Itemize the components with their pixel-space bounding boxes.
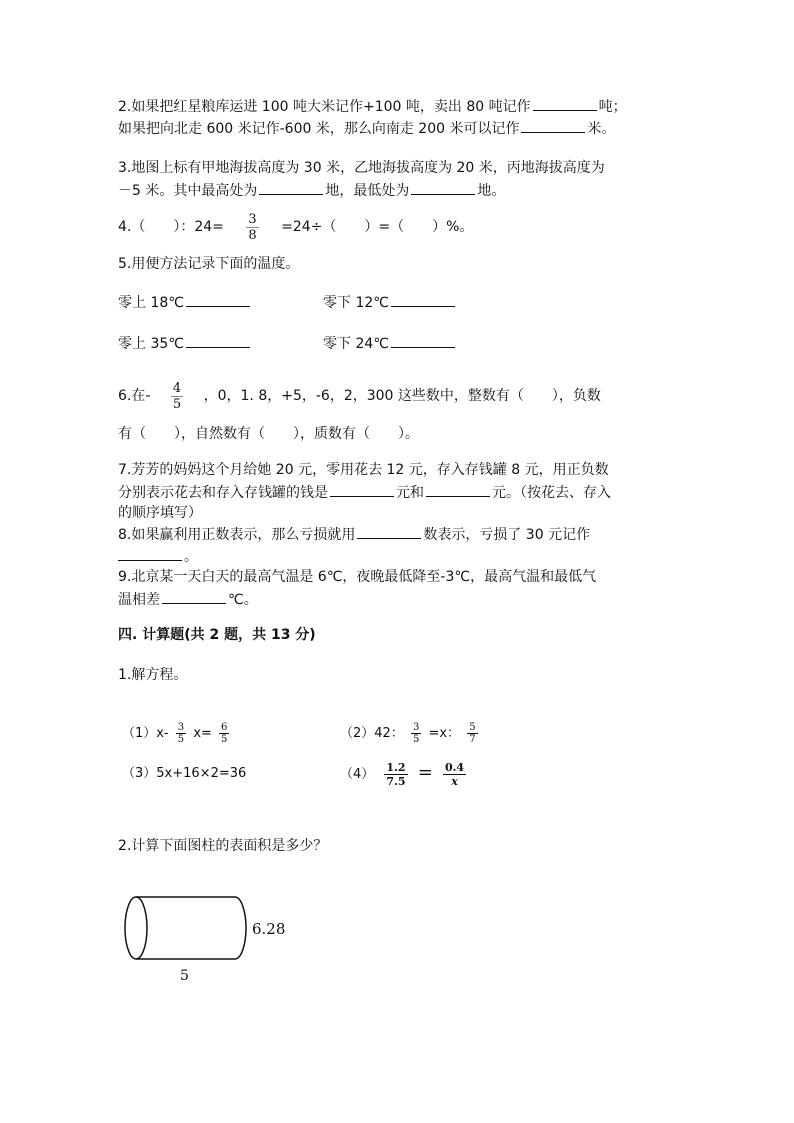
eq2-f1-num: 3 xyxy=(412,722,420,733)
cylinder-height-label: 6.28 xyxy=(252,920,286,938)
q7-text-b: 元和 xyxy=(396,485,424,501)
eq1-text-a: （1）x- xyxy=(122,726,169,741)
q2-line1 xyxy=(118,96,627,117)
q9-line1: 9.北京某一天白天的最高气温是 6℃，夜晚最低降至-3℃，最高气温和最低气 xyxy=(118,569,597,585)
q7-line3: 的顺序填写） xyxy=(118,505,202,521)
q5-blank-1[interactable] xyxy=(186,292,250,307)
q5-item-2-label: 零下 12℃ xyxy=(323,295,389,311)
q2-line2 xyxy=(118,118,615,139)
eq1-f1-den: 5 xyxy=(177,734,185,745)
q3-text-c: 地。 xyxy=(477,183,506,199)
q7-text-c: 元。（按花去、存入 xyxy=(492,485,611,501)
q5-item-4-label: 零下 24℃ xyxy=(323,336,389,352)
eq1-fraction-2 xyxy=(219,722,229,745)
eq1-text-b: x= xyxy=(193,726,212,741)
q7-text-a: 分别表示花去和存入存钱罐的钱是 xyxy=(118,485,328,501)
q8-blank-2[interactable] xyxy=(118,546,182,561)
q6-text-a: 6.在- xyxy=(118,388,151,404)
equation-1 xyxy=(122,720,232,748)
q8-blank-1[interactable] xyxy=(357,524,421,539)
eq1-fraction-1 xyxy=(176,722,186,745)
q6-line1 xyxy=(118,378,601,414)
q5-title: 5.用便方法记录下面的温度。 xyxy=(118,256,300,272)
eq1-f2-den: 5 xyxy=(221,734,228,745)
q6-fraction xyxy=(171,381,183,412)
eq4-f2-den: x xyxy=(443,774,466,788)
eq1-f1-num: 3 xyxy=(177,722,185,733)
eq2-fraction-1 xyxy=(411,722,421,745)
q4-text-a: 4.（ ）：24= xyxy=(118,219,224,235)
equation-4 xyxy=(340,756,472,792)
eq2-fraction-2 xyxy=(467,722,477,745)
q7-blank-1[interactable] xyxy=(330,482,394,497)
q3-line1: 3.地图上标有甲地海拔高度为 30 米，乙地海拔高度为 20 米，丙地海拔高度为 xyxy=(118,160,605,176)
q8-text-b: 数表示，亏损了 30 元记作 xyxy=(423,527,591,543)
q5-blank-2[interactable] xyxy=(391,292,455,307)
q5-item-1-label: 零上 18℃ xyxy=(118,295,184,311)
eq4-f1-den: 7.5 xyxy=(386,775,406,788)
q6-text-b: ，0，1. 8，+5，-6，2，300 这些数中，整数有（ ），负数 xyxy=(203,388,601,404)
cylinder-right-face xyxy=(235,897,246,959)
eq4-text-a: （4） xyxy=(340,767,375,782)
q6-frac-num: 4 xyxy=(172,380,182,396)
q2-text-b: 吨； xyxy=(598,99,627,115)
q7-line2 xyxy=(118,482,611,503)
q4-frac-num: 3 xyxy=(248,211,257,227)
q5-item-3-label: 零上 35℃ xyxy=(118,336,184,352)
cylinder-length-label: 5 xyxy=(180,968,189,984)
eq4-f2-num: 0.4 xyxy=(444,761,465,774)
q4-fraction xyxy=(246,212,258,243)
q8-line2 xyxy=(118,546,198,567)
q5-blank-3[interactable] xyxy=(186,333,250,348)
cylinder-figure xyxy=(118,890,318,990)
q4-text-b: =24÷（ ）=（ ）%。 xyxy=(281,219,474,235)
equation-2 xyxy=(340,720,481,748)
q5-item-1 xyxy=(118,292,252,313)
q2-blank-1[interactable] xyxy=(533,96,597,111)
q4-frac-den: 8 xyxy=(248,227,257,243)
q7-blank-2[interactable] xyxy=(426,482,490,497)
q8-text-c: 。 xyxy=(184,549,198,565)
q3-blank-1[interactable] xyxy=(259,180,323,195)
q8-text-a: 8.如果赢利用正数表示，那么亏损就用 xyxy=(118,527,356,543)
eq2-f1-den: 5 xyxy=(412,734,420,745)
q5-item-4 xyxy=(323,333,457,354)
q5-blank-4[interactable] xyxy=(391,333,455,348)
q5-item-3 xyxy=(118,333,252,354)
q2-blank-2[interactable] xyxy=(521,118,585,133)
q4-line xyxy=(118,210,473,244)
q9-text-b: ℃。 xyxy=(228,592,258,608)
q2-text-c: 如果把向北走 600 米记作-600 米，那么向南走 200 米可以记作 xyxy=(118,121,520,137)
q6-frac-den: 5 xyxy=(172,396,182,412)
section-heading: 四. 计算题(共 2 题，共 13 分) xyxy=(118,627,316,643)
q7-line1: 7.芳芳的妈妈这个月给她 20 元，零用花去 12 元，存入存钱罐 8 元，用正负数 xyxy=(118,462,609,478)
q9-text-a: 温相差 xyxy=(118,592,160,608)
eq1-f2-num: 6 xyxy=(221,722,228,733)
q2-text-d: 米。 xyxy=(587,121,616,137)
calc1-title: 1.解方程。 xyxy=(118,667,188,683)
calc2-title: 2.计算下面图柱的表面积是多少？ xyxy=(118,838,328,854)
q9-line2 xyxy=(118,589,258,610)
eq4-f1-num: 1.2 xyxy=(386,761,406,774)
q6-line2: 有（ ），自然数有（ ），质数有（ ）。 xyxy=(118,426,419,442)
q5-item-2 xyxy=(323,292,457,313)
q3-text-b: 地，最低处为 xyxy=(325,183,410,199)
q9-blank-1[interactable] xyxy=(162,589,226,604)
eq4-fraction-2 xyxy=(443,761,466,788)
q3-line2 xyxy=(118,180,505,201)
q3-text-a: －5 米。其中最高处为 xyxy=(118,183,258,199)
eq2-f2-den: 7 xyxy=(469,734,476,745)
eq2-text-b: =x： xyxy=(428,726,461,741)
eq4-equals: = xyxy=(417,762,433,783)
equation-3: （3）5x+16×2=36 xyxy=(122,766,247,781)
eq2-text-a: （2）42： xyxy=(340,726,404,741)
eq2-f2-num: 5 xyxy=(469,722,476,733)
q2-text-a: 2.如果把红星粮库运进 100 吨大米记作+100 吨，卖出 80 吨记作 xyxy=(118,99,531,115)
eq4-fraction-1 xyxy=(384,761,407,788)
q3-blank-2[interactable] xyxy=(411,180,475,195)
cylinder-left-face xyxy=(125,897,147,959)
q8-line1 xyxy=(118,524,590,545)
